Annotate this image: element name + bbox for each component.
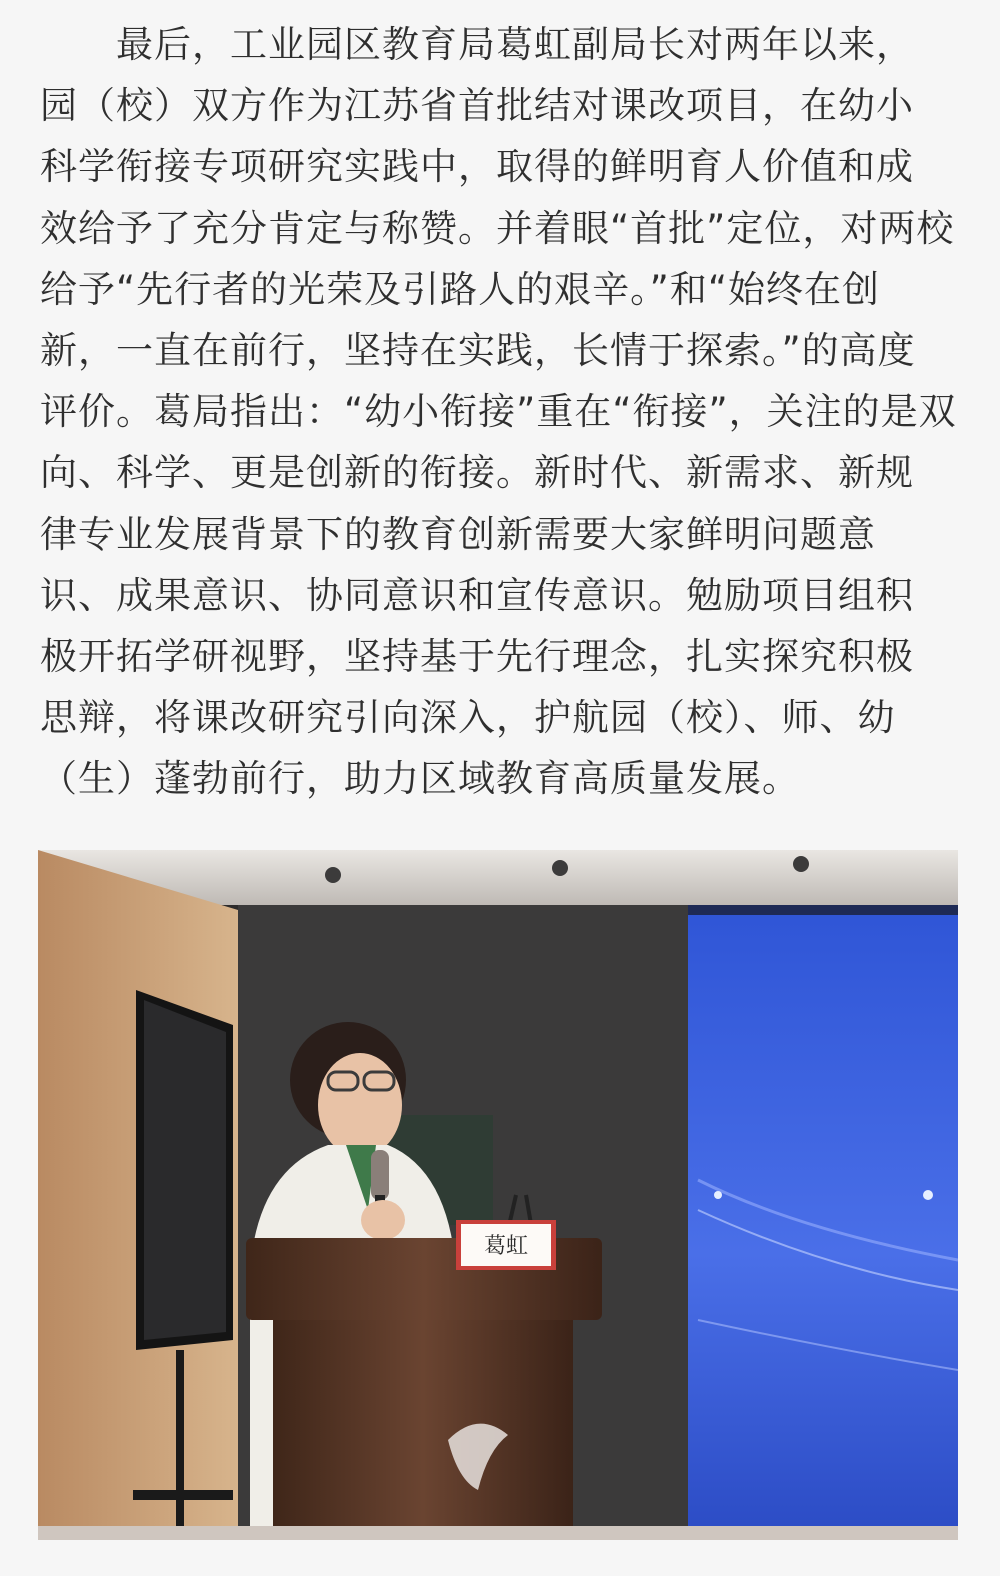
speaker-photo[interactable] — [38, 850, 958, 1540]
nameplate — [456, 1220, 556, 1270]
ceiling-light — [325, 867, 341, 883]
text-line: 给予“先行者的光荣及引路人的艰辛。”和“始终在创 — [40, 267, 881, 311]
text-line: 园（校）双方作为江苏省首批结对课改项目，在幼小 — [40, 84, 914, 128]
text-line: 科学衔接专项研究实践中，取得的鲜明育人价值和成 — [40, 145, 914, 189]
text-line: 极开拓学研视野，坚持基于先行理念，扎实探究积极 — [40, 635, 914, 679]
photo-illustration — [38, 850, 958, 1540]
text-line: （生）蓬勃前行，助力区域教育高质量发展。 — [40, 757, 800, 801]
ceiling-light — [552, 860, 568, 876]
tv-stand — [176, 1350, 184, 1540]
text-line: 识、成果意识、协同意识和宣传意识。勉励项目组积 — [40, 573, 914, 617]
text-line: 向、科学、更是创新的衔接。新时代、新需求、新规 — [40, 451, 914, 495]
text-line: 效给予了充分肯定与称赞。并着眼“首批”定位，对两校 — [40, 206, 955, 250]
article-paragraph — [40, 14, 958, 810]
text-line: 律专业发展背景下的教育创新需要大家鲜明问题意 — [40, 512, 876, 556]
floor — [38, 1526, 958, 1540]
text-line: 思辩，将课改研究引向深入，护航园（校）、师、幼 — [40, 696, 896, 740]
text-line: 评价。葛局指出：“幼小衔接”重在“衔接”，关注的是双 — [40, 390, 957, 434]
podium — [246, 1238, 602, 1540]
text-line: 最后，工业园区教育局葛虹副局长对两年以来， — [40, 23, 914, 66]
ceiling-light — [793, 856, 809, 872]
text-line: 新，一直在前行，坚持在实践，长情于探索。”的高度 — [40, 329, 916, 373]
nameplate-text: 葛虹 — [483, 1234, 529, 1259]
